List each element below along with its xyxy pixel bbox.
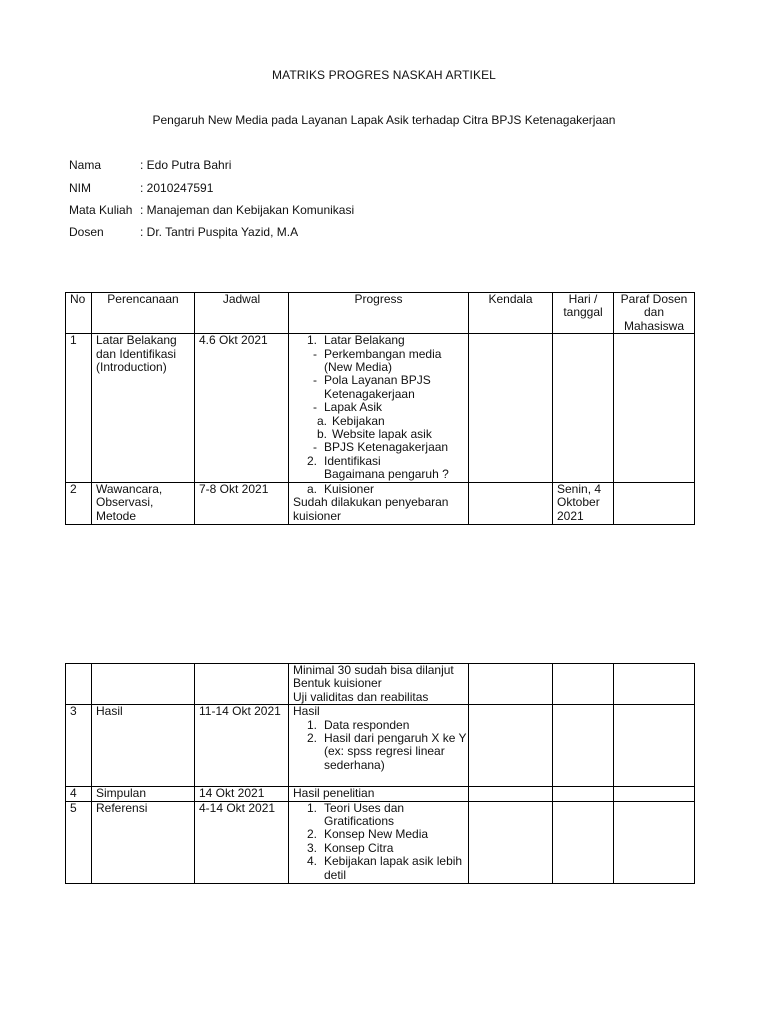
list-item: - BPJS Ketenagakerjaan: [313, 440, 449, 455]
progress-line: Uji validitas dan reabilitas: [293, 689, 429, 704]
row-hari: Senin, 4 Oktober 2021: [553, 482, 614, 524]
header-hari-tanggal: Hari / tanggal: [553, 293, 614, 334]
document-subtitle: Pengaruh New Media pada Layanan Lapak Asik terhadap Citra BPJS Ketenagakerjaan: [152, 113, 616, 127]
progress-line: Hasil: [293, 704, 320, 719]
list-item: a. Kebijakan: [316, 413, 385, 428]
row-progress: [289, 664, 469, 705]
row-no: 1: [66, 334, 92, 482]
list-item: a. Kuisioner: [306, 481, 375, 496]
row-kendala: [469, 664, 553, 705]
row-no: 3: [66, 705, 92, 787]
row-paraf: [614, 801, 695, 883]
row-no: 5: [66, 801, 92, 883]
row-paraf: [614, 664, 695, 705]
row-kendala: [469, 705, 553, 787]
info-value-nim: : 2010247591: [140, 181, 214, 195]
table-header-row: [66, 293, 695, 334]
table-row: [66, 787, 695, 801]
row-kendala: [469, 334, 553, 482]
row-progress: [289, 705, 469, 787]
row-perencanaan: Latar Belakang dan Identifikasi (Introduction): [92, 334, 195, 482]
list-item: 2. Konsep New Media: [306, 827, 429, 842]
row-jadwal: 11-14 Okt 2021: [195, 705, 289, 787]
row-hari: [553, 664, 614, 705]
header-kendala: Kendala: [469, 293, 553, 334]
list-item: 2. Identifikasi: [306, 453, 381, 468]
table-row: [66, 705, 695, 787]
list-item: 1. Data responden: [306, 717, 410, 732]
row-paraf: [614, 705, 695, 787]
header-no: No: [66, 293, 92, 334]
list-item-continuation: Bagaimana pengaruh ?: [324, 467, 449, 482]
row-paraf: [614, 787, 695, 801]
list-item: 1. Teori Uses dan Gratifications: [306, 800, 405, 829]
row-no: 2: [66, 482, 92, 524]
list-item: - Pola Layanan BPJS Ketenagakerjaan: [313, 373, 431, 401]
progress-table-continued: [65, 663, 695, 884]
header-paraf: Paraf Dosen dan Mahasiswa: [614, 293, 695, 334]
row-progress: [289, 482, 469, 524]
table-row: [66, 482, 695, 524]
row-jadwal: 7-8 Okt 2021: [195, 482, 289, 524]
row-hari: [553, 801, 614, 883]
row-jadwal: 4.6 Okt 2021: [195, 334, 289, 482]
document-title: MATRIKS PROGRES NASKAH ARTIKEL: [272, 68, 496, 82]
row-no: 4: [66, 787, 92, 801]
row-hari: [553, 787, 614, 801]
row-jadwal: [195, 664, 289, 705]
row-paraf: [614, 334, 695, 482]
table-row: [66, 664, 695, 705]
info-value-nama: : Edo Putra Bahri: [140, 158, 232, 172]
row-perencanaan: Simpulan: [92, 787, 195, 801]
list-item: 3. Konsep Citra: [306, 840, 394, 855]
table-row: [66, 334, 695, 482]
row-kendala: [469, 787, 553, 801]
progress-line: Bentuk kuisioner: [293, 676, 382, 691]
list-item: 1. Latar Belakang: [306, 333, 405, 348]
info-label-nim: NIM: [69, 181, 91, 195]
list-item: 2. Hasil dari pengaruh X ke Y (ex: spss regresi linear sederhana): [306, 731, 467, 772]
list-item: 4. Kebijakan lapak asik lebih detil: [306, 854, 463, 882]
row-jadwal: 4-14 Okt 2021: [195, 801, 289, 883]
info-label-dosen: Dosen: [69, 225, 104, 239]
info-label-mata-kuliah: Mata Kuliah: [69, 203, 133, 217]
row-kendala: [469, 801, 553, 883]
info-value-dosen: : Dr. Tantri Puspita Yazid, M.A: [140, 225, 299, 239]
progress-line: Minimal 30 sudah bisa dilanjut: [293, 663, 454, 677]
list-item: b. Website lapak asik: [316, 427, 432, 442]
row-perencanaan: Referensi: [92, 801, 195, 883]
info-label-nama: Nama: [69, 158, 102, 172]
row-no: [66, 664, 92, 705]
row-progress: Hasil penelitian: [289, 787, 469, 801]
row-perencanaan: Hasil: [92, 705, 195, 787]
row-jadwal: 14 Okt 2021: [195, 787, 289, 801]
header-jadwal: Jadwal: [195, 293, 289, 334]
row-progress: [289, 334, 469, 482]
row-paraf: [614, 482, 695, 524]
row-progress: [289, 801, 469, 883]
progress-table: [65, 292, 695, 525]
table-row: [66, 801, 695, 883]
info-value-mata-kuliah: : Manajeman dan Kebijakan Komunikasi: [140, 203, 355, 217]
row-hari: [553, 334, 614, 482]
row-perencanaan: Wawancara, Observasi, Metode: [92, 482, 195, 524]
row-kendala: [469, 482, 553, 524]
progress-note: Sudah dilakukan penyebaran kuisioner: [293, 495, 449, 523]
header-progress: Progress: [289, 293, 469, 334]
row-hari: [553, 705, 614, 787]
list-item: - Perkembangan media (New Media): [313, 346, 442, 375]
header-perencanaan: Perencanaan: [92, 293, 195, 334]
row-perencanaan: [92, 664, 195, 705]
list-item: - Lapak Asik: [313, 400, 383, 415]
